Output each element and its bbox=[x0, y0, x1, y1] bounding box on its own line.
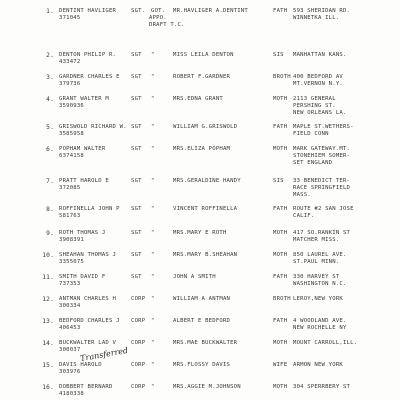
next-of-kin: MRS.AGGIE M.JOHNSON bbox=[173, 384, 241, 390]
roster-row bbox=[0, 178, 400, 208]
row-number: 15. bbox=[42, 362, 54, 369]
rank: CORP bbox=[131, 384, 146, 390]
roster-row bbox=[0, 8, 400, 38]
next-of-kin: JOHN A SMITH bbox=[173, 274, 216, 280]
address-line: 4 WOODLAND AVE. bbox=[293, 318, 347, 324]
address-line: 417 SO.RANKIN ST bbox=[293, 230, 351, 236]
serial-number: 3590936 bbox=[59, 103, 84, 109]
rank: SGT. bbox=[131, 8, 146, 14]
next-of-kin: MRS.MARY E ROTH bbox=[173, 230, 227, 236]
serial-number: 4180338 bbox=[59, 391, 84, 397]
relation: BROTH bbox=[273, 74, 291, 80]
address-line: ROUTE #2 SAN JOSE bbox=[293, 206, 354, 212]
row-number: 5. bbox=[46, 124, 54, 131]
next-of-kin: WILLIAM G.GRISWOLD bbox=[173, 124, 238, 130]
soldier-name: GARDNER CHARLES E bbox=[59, 74, 120, 80]
relation: FATH bbox=[273, 206, 288, 212]
relation: MOTH bbox=[273, 96, 288, 102]
ditto-mark: " bbox=[151, 274, 155, 280]
soldier-name: BEDFORD CHARLES J bbox=[59, 318, 120, 324]
soldier-name: ROTH THOMAS J bbox=[59, 230, 106, 236]
next-of-kin: VINCENT ROFFINELLA bbox=[173, 206, 238, 212]
relation: MOTH bbox=[273, 252, 288, 258]
relation: MOTH bbox=[273, 340, 288, 346]
address-line: MANHATTAN KANS. bbox=[293, 52, 347, 58]
soldier-name: SHEAHAN THOMAS J bbox=[59, 252, 117, 258]
serial-number: 581763 bbox=[59, 213, 81, 219]
row-number: 7. bbox=[46, 178, 54, 185]
rank: SGT bbox=[131, 274, 142, 280]
address-line: SET ENGLAND bbox=[293, 160, 333, 166]
row-number: 12. bbox=[42, 296, 54, 303]
relation: FATH bbox=[273, 8, 288, 14]
soldier-name: DAVIS HAROLD bbox=[59, 362, 102, 368]
address-line: ARMON NEW YORK bbox=[293, 362, 343, 368]
row-number: 2. bbox=[46, 52, 54, 59]
serial-number: 379736 bbox=[59, 81, 81, 87]
next-of-kin: MRS.GERALDINE HANDY bbox=[173, 178, 241, 184]
address-line: NEW ROCHELLE NY bbox=[293, 325, 347, 331]
relation: WIFE bbox=[273, 362, 288, 368]
address-line: MARK GATEWAY.MT. bbox=[293, 146, 351, 152]
ditto-mark: " bbox=[151, 384, 155, 390]
serial-number: 372085 bbox=[59, 185, 81, 191]
row-number: 3. bbox=[46, 74, 54, 81]
ditto-mark: " bbox=[151, 340, 155, 346]
ditto-mark: " bbox=[151, 74, 155, 80]
rank: CORP bbox=[131, 318, 146, 324]
rank: SGT bbox=[131, 74, 142, 80]
rank-note: DRAFT T.C. bbox=[149, 22, 185, 28]
soldier-name: PRATT HAROLD E bbox=[59, 178, 109, 184]
rank: SGT bbox=[131, 96, 142, 102]
relation: SIS bbox=[273, 178, 284, 184]
relation: MOTH bbox=[273, 146, 288, 152]
ditto-mark: " bbox=[151, 362, 155, 368]
ditto-mark: " bbox=[151, 318, 155, 324]
address-line: WINNETKA ILL. bbox=[293, 15, 340, 21]
address-line: 593 SHERIDAN RD. bbox=[293, 8, 351, 14]
relation: MOTH bbox=[273, 384, 288, 390]
rank: SGT bbox=[131, 206, 142, 212]
rank: CORP bbox=[131, 296, 146, 302]
roster-row bbox=[0, 146, 400, 176]
serial-number: 303976 bbox=[59, 369, 81, 375]
serial-number: 3355075 bbox=[59, 259, 84, 265]
ditto-mark: " bbox=[151, 96, 155, 102]
ditto-mark: " bbox=[151, 206, 155, 212]
serial-number: 3908391 bbox=[59, 237, 84, 243]
soldier-name: SMITH DAVID F bbox=[59, 274, 106, 280]
next-of-kin: ALBERT E BEDFORD bbox=[173, 318, 231, 324]
row-number: 14. bbox=[42, 340, 54, 347]
rank: SGT bbox=[131, 230, 142, 236]
soldier-name: DENTINT HAVLIGER bbox=[59, 8, 117, 14]
ditto-mark: " bbox=[151, 124, 155, 130]
ditto-mark: " bbox=[151, 296, 155, 302]
serial-number: 737353 bbox=[59, 281, 81, 287]
address-line: STONEHIEM SOMER- bbox=[293, 153, 351, 159]
rank: CORP bbox=[131, 362, 146, 368]
rank: SGT bbox=[131, 124, 142, 130]
address-line: MOUNT CARROLL,ILL. bbox=[293, 340, 358, 346]
handwritten-annotation: Transferred bbox=[79, 345, 129, 364]
address-line: ST.PAUL MINN. bbox=[293, 259, 340, 265]
roster-row bbox=[0, 384, 400, 414]
address-line: WASHINGTON N.C. bbox=[293, 281, 347, 287]
address-line: 2113 GENERAL bbox=[293, 96, 336, 102]
row-number: 6. bbox=[46, 146, 54, 153]
serial-number: 371045 bbox=[59, 15, 81, 21]
rank: SGT bbox=[131, 146, 142, 152]
ditto-mark: " bbox=[151, 252, 155, 258]
serial-number: 300037 bbox=[59, 347, 81, 353]
ditto-mark: " bbox=[151, 52, 155, 58]
soldier-name: BUCKWALTER LAD V bbox=[59, 340, 117, 346]
rank: SGT bbox=[131, 52, 142, 58]
address-line: 850 LAUREL AVE. bbox=[293, 252, 347, 258]
serial-number: 433472 bbox=[59, 59, 81, 65]
address-line: 304 SPERRBERY ST bbox=[293, 384, 351, 390]
relation: SIS bbox=[273, 52, 284, 58]
ditto-mark: " bbox=[151, 146, 155, 152]
soldier-name: ANTMAN CHARLES H bbox=[59, 296, 117, 302]
address-line: LEROY,NEW YORK bbox=[293, 296, 343, 302]
address-line: NEW ORLEANS LA. bbox=[293, 110, 347, 116]
address-line: 330 HARVEY ST bbox=[293, 274, 340, 280]
serial-number: 6374158 bbox=[59, 153, 84, 159]
address-line: 400 BEDFORD AV bbox=[293, 74, 343, 80]
row-number: 16. bbox=[42, 384, 54, 391]
address-line: FIELD CONN bbox=[293, 131, 329, 137]
next-of-kin: ROBERT F.GARDNER bbox=[173, 74, 231, 80]
row-number: 13. bbox=[42, 318, 54, 325]
row-number: 9. bbox=[46, 230, 54, 237]
next-of-kin: MRS.MARY B.SHEAHAN bbox=[173, 252, 238, 258]
relation: FATH bbox=[273, 318, 288, 324]
row-number: 11. bbox=[42, 274, 54, 281]
relation: FATH bbox=[273, 274, 288, 280]
row-number: 10. bbox=[42, 252, 54, 259]
next-of-kin: MRS.FLOSSY DAVIS bbox=[173, 362, 231, 368]
serial-number: 3585958 bbox=[59, 131, 84, 137]
row-number: 1. bbox=[46, 8, 54, 15]
relation: BROTH bbox=[273, 296, 291, 302]
rank: CORP bbox=[131, 340, 146, 346]
address-line: MT.VERNON N.Y. bbox=[293, 81, 343, 87]
soldier-name: GRISWOLD RICHARD W. bbox=[59, 124, 127, 130]
rank: SGT bbox=[131, 178, 142, 184]
next-of-kin: MRS.EDNA GRANT bbox=[173, 96, 223, 102]
rank: SGT bbox=[131, 252, 142, 258]
soldier-name: GRANT WALTER M bbox=[59, 96, 109, 102]
next-of-kin: MR.HAVLIGER A.DENTINT bbox=[173, 8, 248, 14]
row-number: 4. bbox=[46, 96, 54, 103]
soldier-name: ROFFINELLA JOHN P bbox=[59, 206, 120, 212]
row-number: 8. bbox=[46, 206, 54, 213]
serial-number: 300334 bbox=[59, 303, 81, 309]
ditto-mark: " bbox=[151, 178, 155, 184]
next-of-kin: MRS.MAE BUCKWALTER bbox=[173, 340, 238, 346]
address-line: 33 BENEDICT TER- bbox=[293, 178, 351, 184]
relation: MOTH bbox=[273, 230, 288, 236]
relation: FATH bbox=[273, 124, 288, 130]
address-line: MATCHER MISS. bbox=[293, 237, 340, 243]
next-of-kin: MISS LEILA DENTON bbox=[173, 52, 234, 58]
soldier-name: DENTON PHILIP R. bbox=[59, 52, 117, 58]
address-line: MAPLE ST.WETHERS- bbox=[293, 124, 354, 130]
roster-row bbox=[0, 96, 400, 126]
address-line: PERSHING ST. bbox=[293, 103, 336, 109]
address-line: RACE SPRINGFIELD bbox=[293, 185, 351, 191]
serial-number: 406453 bbox=[59, 325, 81, 331]
soldier-name: DOBBERT BERNARD bbox=[59, 384, 113, 390]
soldier-name: POPHAM WALTER bbox=[59, 146, 106, 152]
address-line: CALIF. bbox=[293, 213, 315, 219]
next-of-kin: WILLIAM A ANTMAN bbox=[173, 296, 231, 302]
rank-note: APPO. bbox=[149, 15, 167, 21]
next-of-kin: MRS.ELIZA POPHAM bbox=[173, 146, 231, 152]
address-line: MASS. bbox=[293, 192, 311, 198]
rank-note: GOT. bbox=[151, 8, 166, 14]
ditto-mark: " bbox=[151, 230, 155, 236]
